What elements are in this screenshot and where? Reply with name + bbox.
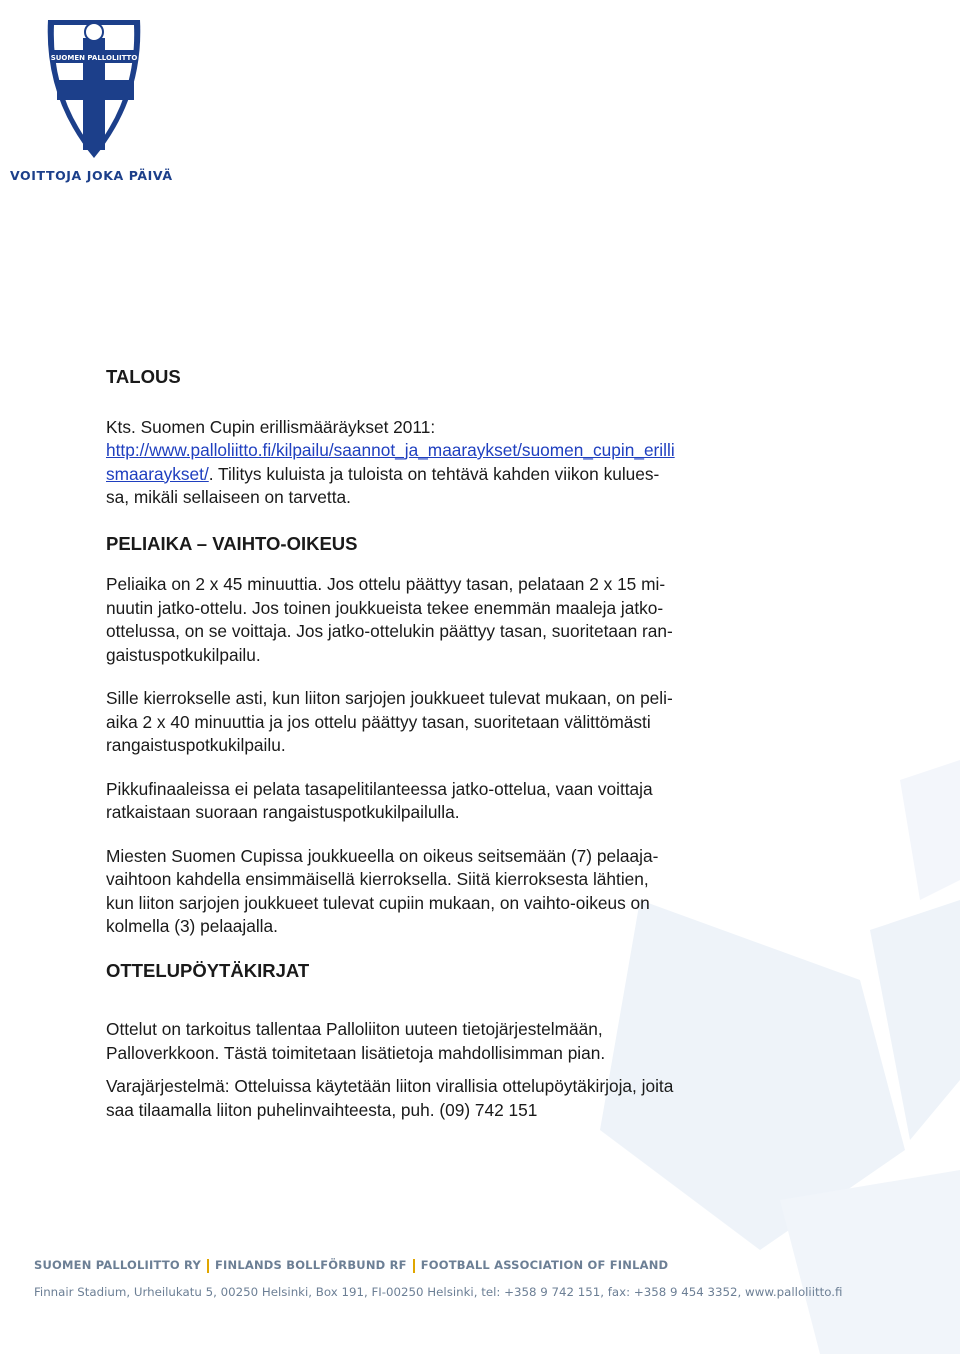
- heading-ottelupoytakirjat: OTTELUPÖYTÄKIRJAT: [106, 959, 310, 981]
- ottelu-p2-l2: saa tilaamalla liiton puhelinvaihteesta, puh. (09) 742 151: [106, 1099, 538, 1120]
- peliaika-p4-l2: vaihtoon kahdella ensimmäisellä kierroksella. Siitä kierroksesta lähtien,: [106, 869, 649, 889]
- peliaika-p2-l2: aika 2 x 40 minuuttia ja jos ottelu päättyy tasan, suoritetaan välittömästi: [106, 711, 651, 732]
- tagline: VOITTOJA JOKA PÄIVÄ: [10, 168, 173, 183]
- footer-separator: [207, 1259, 209, 1273]
- peliaika-p2-l3: rangaistuspotkukilpailu.: [106, 735, 286, 755]
- ottelu-p1-l2: Palloverkkoon. Tästä toimitetaan lisätietoja mahdollisimman pian.: [106, 1042, 606, 1063]
- ottelu-p2-l1: Varajärjestelmä: Otteluissa käytetään liiton virallisia ottelupöytäkirjoja, joita: [106, 1076, 674, 1096]
- peliaika-p1-l3: ottelussa, on se voittaja. Jos jatko-ottelukin päättyy tasan, suoritetaan ran-: [106, 621, 673, 641]
- footer-org-fi: SUOMEN PALLOLIITTO RY: [34, 1258, 201, 1272]
- peliaika-p4-l3: kun liiton sarjojen joukkueet tulevat cupiin mukaan, on vaihto-oikeus on: [106, 892, 650, 913]
- peliaika-p1-l1: Peliaika on 2 x 45 minuuttia. Jos ottelu päättyy tasan, pelataan 2 x 15 mi-: [106, 574, 666, 594]
- heading-talous: TALOUS: [106, 366, 181, 387]
- talous-reference: Kts. Suomen Cupin erillismääräykset 2011:: [106, 416, 436, 437]
- talous-text: . Tilitys kuluista ja tuloista on tehtävä kahden viikon kulues-: [208, 463, 660, 484]
- footer-org-sv: FINLANDS BOLLFÖRBUND RF: [215, 1258, 407, 1272]
- peliaika-p1-l4: gaistuspotkukilpailu.: [106, 644, 261, 665]
- peliaika-p2-l1: Sille kierrokselle asti, kun liiton sarjojen joukkueet tulevat mukaan, on peli-: [106, 688, 673, 708]
- talous-text-cont: sa, mikäli sellaiseen on tarvetta.: [106, 487, 351, 507]
- peliaika-p4-l1: Miesten Suomen Cupissa joukkueella on oikeus seitsemään (7) pelaaja-: [106, 845, 659, 866]
- footer-org-en: FOOTBALL ASSOCIATION OF FINLAND: [420, 1258, 669, 1272]
- heading-peliaika: PELIAIKA – VAIHTO-OIKEUS: [106, 532, 358, 554]
- cup-rules-link[interactable]: http://www.palloliitto.fi/kilpailu/saannot_ja_maaraykset/suomen_cupin_erilli: [106, 440, 675, 460]
- footer-separator: [413, 1259, 415, 1273]
- footer-address: Finnair Stadium, Urheilukatu 5, 00250 Helsinki, Box 191, FI-00250 Helsinki, tel: +358 9 742 151, fax: +358 9 454 3352, www.palloliitto.fi: [34, 1285, 843, 1299]
- peliaika-p4-l4: kolmella (3) pelaajalla.: [106, 916, 278, 936]
- ottelu-p1-l1: Ottelut on tarkoitus tallentaa Palloliiton uuteen tietojärjestelmään,: [106, 1019, 603, 1039]
- cup-rules-link-cont[interactable]: smaaraykset/: [106, 463, 209, 484]
- footer-org-names: [34, 1258, 668, 1273]
- logo-text: SUOMEN PALLOLIITTO: [50, 54, 138, 62]
- peliaika-p3-l1: Pikkufinaaleissa ei pelata tasapelitilanteessa jatko-ottelua, vaan voittaja: [106, 778, 653, 799]
- document-body: [106, 365, 771, 1122]
- peliaika-p1-l2: nuutin jatko-ottelu. Jos toinen joukkueista tekee enemmän maaleja jatko-: [106, 597, 664, 618]
- peliaika-p3-l2: ratkaistaan suoraan rangaistuspotkukilpailulla.: [106, 802, 460, 822]
- palloliitto-shield-logo: [10, 8, 170, 188]
